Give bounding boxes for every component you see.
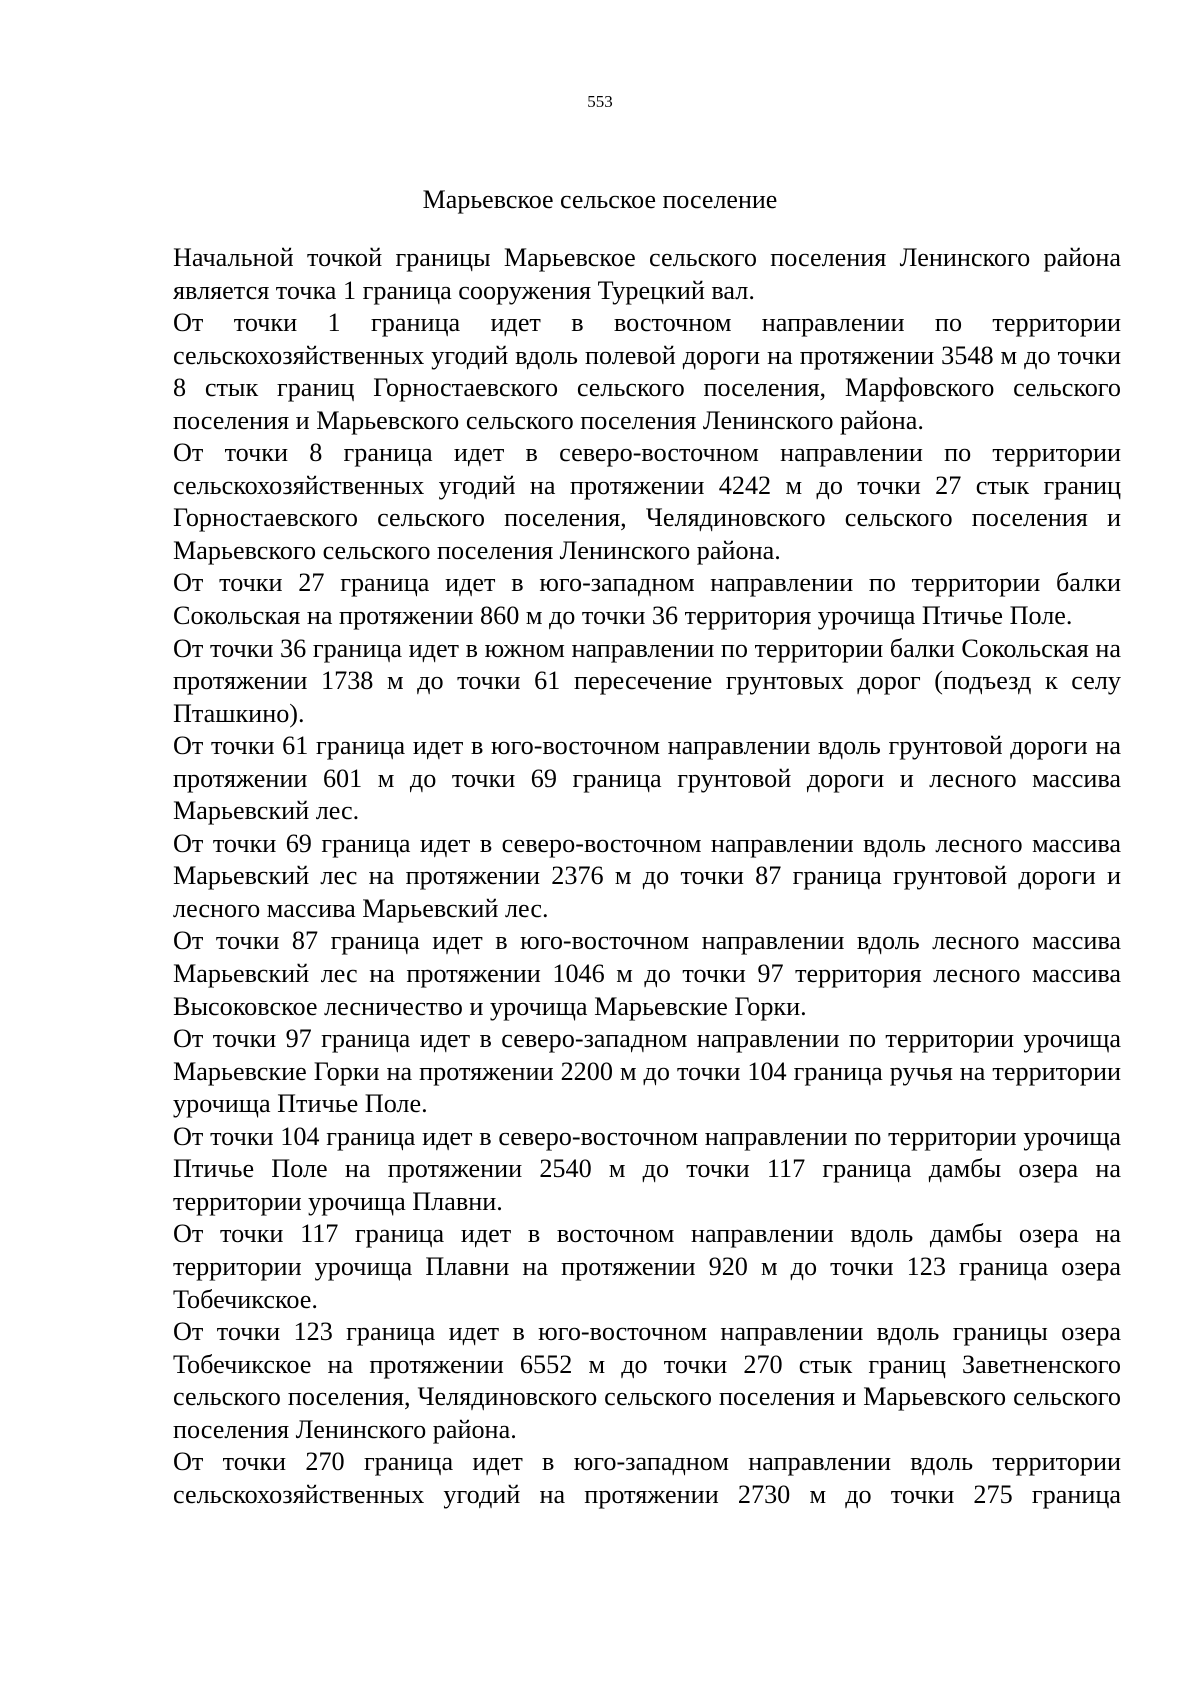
paragraph-segment-123-270: От точки 123 граница идет в юго-восточном направлении вдоль границы озера Тобечикское на протяжении 6552 м до точки 270 стык границ Заветненского сельского поселения, Челядиновского сельского поселения и Марьевского сельского поселения Ленинского района. <box>173 1317 1121 1444</box>
document-title: Марьевское сельское поселение <box>422 185 778 214</box>
paragraph-segment-104-117: От точки 104 граница идет в северо-восточном направлении по территории урочища Птичье Поле на протяжении 2540 м до точки 117 граница дамбы озера на территории урочища Плавни. <box>173 1121 1121 1216</box>
paragraph-segment-8-27: От точки 8 граница идет в северо-восточном направлении по территории сельскохозяйственных угодий на протяжении 4242 м до точки 27 стык границ Горностаевского сельского поселения, Челядиновского сельского поселения и Марьевского сельского поселения Ленинского района. <box>173 438 1121 565</box>
document-body <box>173 242 1121 1511</box>
paragraph-segment-27-36: От точки 27 граница идет в юго-западном направлении по территории балки Сокольская на протяжении 860 м до точки 36 территория урочища Птичье Поле. <box>173 568 1121 631</box>
paragraph-segment-36-61: От точки 36 граница идет в южном направлении по территории балки Сокольская на протяжении 1738 м до точки 61 пересечение грунтовых дорог (подъезд к селу Пташкино). <box>173 633 1121 728</box>
paragraph-segment-270-275: От точки 270 граница идет в юго-западном направлении вдоль территории сельскохозяйственных угодий на протяжении 2730 м до точки 275 граница <box>173 1447 1121 1509</box>
paragraph-segment-117-123: От точки 117 граница идет в восточном направлении вдоль дамбы озера на территории урочища Плавни на протяжении 920 м до точки 123 граница озера Тобечикское. <box>173 1219 1121 1314</box>
paragraph-segment-97-104: От точки 97 граница идет в северо-западном направлении по территории урочища Марьевские Горки на протяжении 2200 м до точки 104 граница ручья на территории урочища Птичье Поле. <box>173 1024 1121 1119</box>
paragraph-segment-87-97: От точки 87 граница идет в юго-восточном направлении вдоль лесного массива Марьевский лес на протяжении 1046 м до точки 97 территория лесного массива Высоковское лесничество и урочища Марьевские Горки. <box>173 926 1121 1021</box>
page-number: 553 <box>587 92 613 111</box>
paragraph-segment-69-87: От точки 69 граница идет в северо-восточном направлении вдоль лесного массива Марьевский лес на протяжении 2376 м до точки 87 граница грунтовой дороги и лесного массива Марьевский лес. <box>173 828 1121 923</box>
paragraph-segment-61-69: От точки 61 граница идет в юго-восточном направлении вдоль грунтовой дороги на протяжении 601 м до точки 69 граница грунтовой дороги и лесного массива Марьевский лес. <box>173 731 1121 826</box>
paragraph-start-point: Начальной точкой границы Марьевское сельского поселения Ленинского района является точка 1 граница сооружения Турецкий вал. <box>173 243 1121 305</box>
paragraph-segment-1-8: От точки 1 граница идет в восточном направлении по территории сельскохозяйственных угодий вдоль полевой дороги на протяжении 3548 м до точки 8 стык границ Горностаевского сельского поселения, Марфовского сельского поселения и Марьевского сельского поселения Ленинского района. <box>173 308 1121 435</box>
